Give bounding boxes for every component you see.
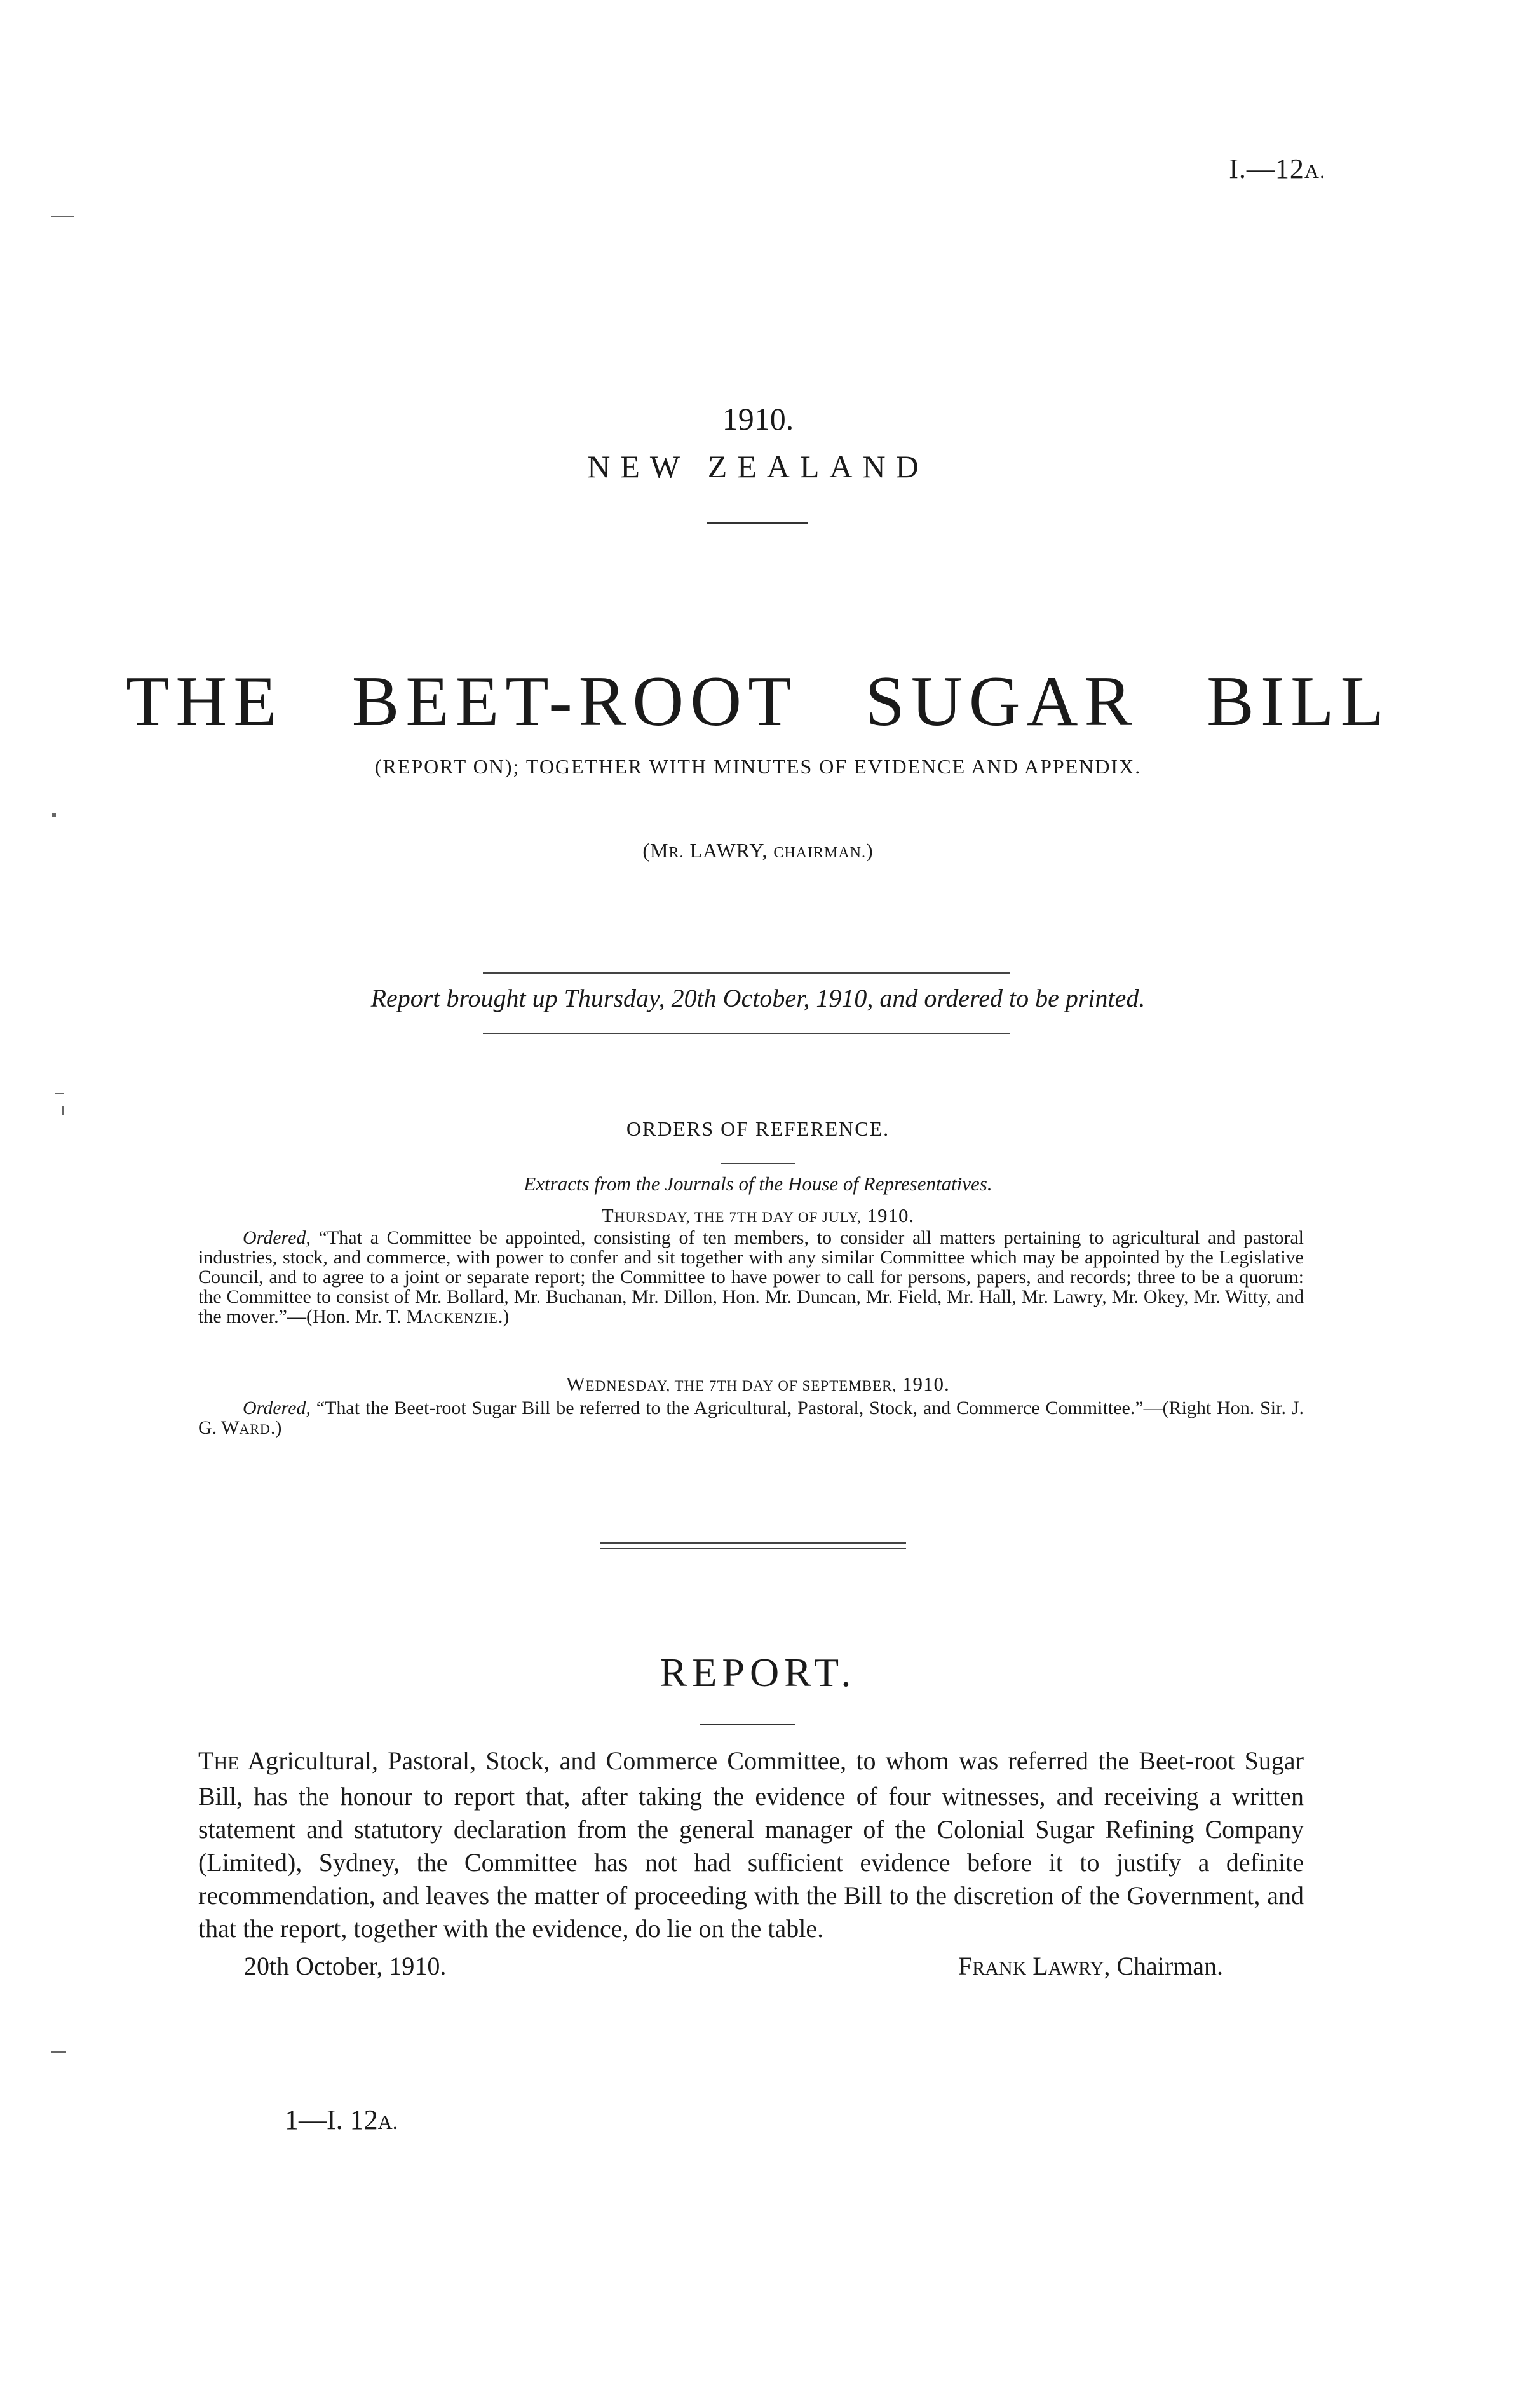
report-brought-line: Report brought up Thursday, 20th October, 1910, and ordered to be printed. — [370, 984, 1146, 1012]
document-title: THE BEET-ROOT SUGAR BILL — [126, 662, 1390, 741]
date-first-letter: T — [601, 1204, 614, 1227]
extracts-line: Extracts from the Journals of the House of Representatives. — [524, 1173, 992, 1195]
report-heading: REPORT. — [660, 1650, 856, 1695]
folio-main: 1—I. 12 — [285, 2104, 378, 2135]
sig-s2: AWRY — [1048, 1958, 1104, 1979]
order-bill-referral — [198, 1398, 1304, 1439]
year: 1910. — [722, 401, 794, 437]
orders-heading-divider — [721, 1163, 795, 1164]
reference-code-suffix: A. — [1304, 160, 1325, 182]
mover-small-caps: ACKENZIE — [423, 1310, 498, 1326]
masthead-divider — [707, 522, 808, 524]
reference-code-main: I.—12 — [1229, 153, 1304, 184]
report-text: Agricultural, Pastoral, Stock, and Commerce Committee, to whom was referred the Beet-root Sugar Bill, has the honour to report that, after taking the evidence of four witnesses, and receiving a written statement and statutory declaration from the general manager of the Colonial Sugar Refining Company (Limited), Sydney, the Committee has not had sufficient evidence before it to justify a definite recommendation, and leaves the matter of proceeding with the Bill to the discretion of the Government, and that the report, together with the evidence, do lie on the table. — [198, 1746, 1304, 1943]
report-heading-divider — [700, 1724, 795, 1725]
chairman-abbr: R. — [668, 845, 684, 861]
order-end: .) — [497, 1306, 510, 1327]
sig-f1: F — [958, 1952, 973, 1980]
order-committee-appointment — [198, 1228, 1304, 1328]
orders-of-reference-heading: ORDERS OF REFERENCE. — [626, 1117, 890, 1140]
section-divider-top — [600, 1542, 906, 1544]
scan-mark — [62, 1106, 64, 1115]
scan-mark — [51, 2051, 66, 2053]
order-end: .) — [270, 1417, 282, 1438]
report-lead-small-caps: HE — [213, 1753, 240, 1774]
country: NEW ZEALAND — [587, 449, 929, 484]
report-lead-initial: T — [198, 1746, 214, 1775]
order-date-july — [0, 1204, 1516, 1227]
report-body — [198, 1745, 1304, 1945]
order-text: “That the Beet-root Sugar Bill be referred to the Agricultural, Pastoral, Stock, and Commerce Committee.”—(Right Hon. Sir. J. G. W — [198, 1398, 1304, 1438]
section-divider-bottom — [600, 1548, 906, 1549]
scan-mark — [51, 216, 74, 217]
chairman-open: (M — [642, 839, 669, 862]
chairman-line — [0, 839, 1516, 862]
order-text: “That a Committee be appointed, consisting of ten members, to consider all matters pertaining to agricultural and pastoral industries, stock, and commerce, with power to confer and sit together with any similar Committee which may be appointed by the Legislative Council, and to agree to a joint or separate report; the Committee to have power to call for persons, papers, and records; three to be a quorum: the Committee to consist of Mr. Bollard, Mr. Buchanan, Mr. Dillon, Hon. Mr. Duncan, Mr. Field, Mr. Hall, Mr. Lawry, Mr. Okey, Mr. Witty, and the mover.”—(Hon. Mr. T. M — [198, 1227, 1304, 1327]
date-small-caps: EDNESDAY, THE 7TH DAY OF SEPTEMBER, — [585, 1378, 897, 1394]
date-small-caps: HURSDAY, THE 7TH DAY OF JULY, — [614, 1209, 862, 1225]
report-brought-rule-top — [483, 972, 1010, 974]
sig-s1: RANK — [972, 1958, 1027, 1979]
sig-end: , Chairman. — [1104, 1952, 1224, 1980]
folio-suffix: A. — [377, 2111, 398, 2133]
scan-mark — [55, 1093, 64, 1094]
chairman-role: CHAIRMAN. — [773, 845, 866, 861]
chairman-close: ) — [866, 839, 874, 862]
date-year: 1910. — [897, 1373, 950, 1395]
report-signature — [958, 1951, 1223, 1981]
sig-f2: L — [1026, 1952, 1048, 1980]
order-date-september — [0, 1373, 1516, 1396]
document-reference-code — [1229, 153, 1325, 185]
report-date: 20th October, 1910. — [244, 1952, 447, 1980]
folio-code — [285, 2104, 398, 2136]
ordered-label: Ordered, — [243, 1398, 311, 1418]
mover-small-caps: ARD — [239, 1421, 271, 1437]
document-subtitle: (REPORT ON); TOGETHER WITH MINUTES OF EVIDENCE AND APPENDIX. — [374, 755, 1142, 778]
date-year: 1910. — [861, 1204, 915, 1227]
chairman-name: LAWRY, — [684, 839, 774, 862]
date-first-letter: W — [566, 1373, 586, 1395]
scan-mark — [52, 813, 56, 817]
report-brought-rule-bottom — [483, 1033, 1010, 1034]
ordered-label: Ordered, — [243, 1227, 311, 1248]
